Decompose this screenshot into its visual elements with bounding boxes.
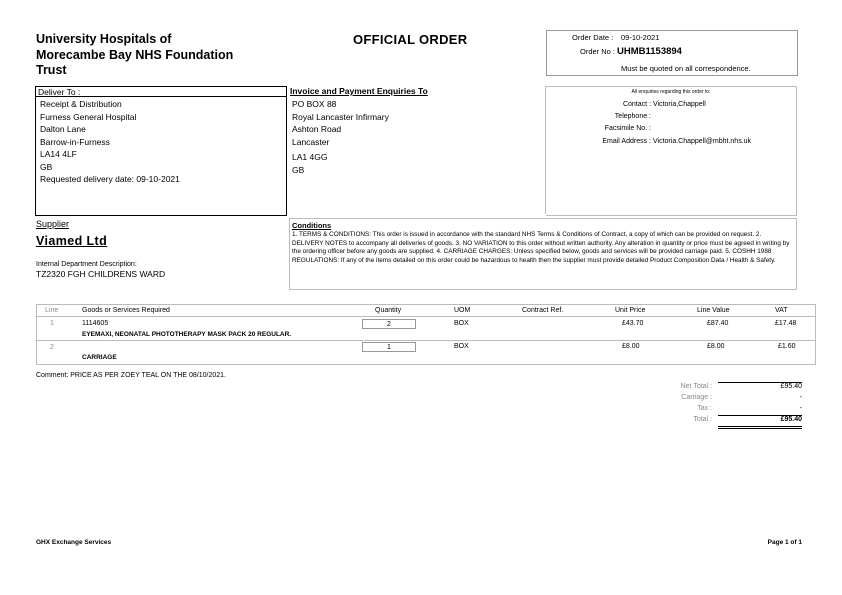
organisation-name: [36, 32, 296, 79]
col-uom: UOM: [454, 307, 471, 314]
col-contract-ref: Contract Ref.: [522, 307, 564, 314]
order-no-value: UHMB1153894: [617, 46, 682, 57]
postcode: LA1 4GG: [292, 152, 328, 162]
supplier-heading: Supplier: [36, 219, 70, 229]
col-goods: Goods or Services Required: [82, 307, 170, 314]
total-label: Total :: [693, 416, 712, 423]
postcode: LA14 4LF: [40, 149, 77, 159]
country: GB: [40, 161, 53, 172]
deliver-to-box: [35, 86, 287, 216]
conditions-heading: Conditions: [292, 221, 332, 230]
row-quantity: 2: [362, 319, 416, 329]
row-vat: £1.60: [778, 343, 796, 350]
org-line: Trust: [36, 63, 67, 77]
tax-label: Tax :: [697, 405, 712, 412]
row-line-value: £8.00: [707, 343, 725, 350]
address-line: Receipt & Distribution: [40, 99, 122, 109]
order-date-value: 09-10-2021: [621, 33, 660, 42]
contact-label: Contact :: [622, 101, 651, 108]
col-line-value: Line Value: [697, 307, 730, 314]
address-line: PO BOX 88: [292, 99, 337, 109]
carriage-value: -: [799, 394, 802, 401]
contact-heading: All enquiries regarding this order to:: [631, 89, 711, 95]
invoice-box: [289, 86, 546, 214]
document-title: OFFICIAL ORDER: [353, 32, 468, 47]
row-uom: BOX: [454, 320, 469, 327]
col-quantity: Quantity: [375, 307, 402, 314]
divider: [718, 428, 802, 429]
order-info-box: [546, 30, 798, 76]
row-line-no: 1: [50, 320, 54, 327]
requested-delivery-date: Requested delivery date: 09-10-2021: [40, 174, 180, 184]
row-unit-price: £43.70: [622, 320, 644, 327]
divider: [718, 382, 802, 383]
supplier-name: Viamed Ltd: [36, 234, 108, 248]
footer-provider: GHX Exchange Services: [36, 539, 112, 546]
email-value: Victoria.Chappell@mbht.nhs.uk: [653, 138, 752, 145]
conditions-text: 1. TERMS & CONDITIONS: This order is issued in accordance with the standard NHS Terms & Conditions of Contract, a copy of which can be provided on request. 2. DELIVERY NOTES to accompany all deliveries of goods. 3. NO VARIATION to this order without written authority. Any alteration in quantity or price must be agreed in writing by the ordering officer before any goods are supplied. 4. CARRIAGE CHARGES: Unless specified below, goods and services will be provided carriage paid. 5. COSHH 1988 REGULATIONS: If any of the items detailed on this order could be hazardous to health then the supplier must provide detailed Product Composition Data / Health & Safety.: [292, 231, 790, 264]
items-table-header: [36, 304, 816, 317]
table-row: [36, 341, 816, 365]
fax-label: Facsimile No. :: [604, 125, 651, 132]
address-line: Royal Lancaster Infirmary: [292, 111, 389, 122]
net-total-value: £95.40: [780, 383, 802, 390]
col-line: Line: [45, 307, 59, 314]
address-line: Ashton Road: [292, 124, 342, 134]
row-code: 1114605: [82, 320, 109, 327]
email-label: Email Address :: [602, 138, 651, 145]
carriage-label: Carriage :: [681, 394, 712, 401]
contact-value: Victoria,Chappell: [653, 101, 706, 108]
department-value: TZ2320 FGH CHILDRENS WARD: [36, 269, 166, 279]
row-description: EYEMAXI, NEONATAL PHOTOTHERAPY MASK PACK 20 REGULAR.: [82, 331, 292, 338]
row-line-no: 2: [50, 344, 54, 351]
contact-box: [546, 86, 797, 216]
net-total-label: Net Total :: [680, 383, 712, 390]
tax-value: -: [799, 405, 802, 412]
org-line: University Hospitals of: [36, 32, 172, 46]
total-value: £95.40: [780, 416, 802, 423]
col-unit-price: Unit Price: [615, 307, 646, 314]
conditions-box: [289, 218, 797, 290]
invoice-heading: Invoice and Payment Enquiries To: [290, 86, 428, 96]
address-line: Furness General Hospital: [40, 111, 137, 122]
divider: [718, 426, 802, 427]
telephone-label: Telephone :: [614, 113, 651, 120]
invoice-address: [292, 98, 389, 176]
order-no-label: Order No :: [580, 47, 616, 56]
department-label: Internal Department Description:: [36, 261, 137, 268]
row-vat: £17.48: [775, 320, 797, 327]
row-line-value: £87.40: [707, 320, 729, 327]
address-line: Dalton Lane: [40, 124, 86, 134]
row-unit-price: £8.00: [622, 343, 640, 350]
order-date-label: Order Date :: [572, 33, 614, 42]
address-line: Barrow-in-Furness: [40, 136, 110, 147]
deliver-address: [40, 98, 180, 186]
table-row: [36, 317, 816, 341]
country: GB: [292, 164, 305, 175]
org-line: Morecambe Bay NHS Foundation: [36, 47, 234, 62]
address-line: Lancaster: [292, 136, 330, 147]
page-number: Page 1 of 1: [767, 539, 802, 546]
row-uom: BOX: [454, 343, 469, 350]
deliver-to-heading: Deliver To :: [36, 87, 286, 97]
order-comment: Comment: PRICE AS PER ZOEY TEAL ON THE 08/10/2021.: [36, 372, 226, 379]
order-note: Must be quoted on all correspondence.: [621, 64, 751, 73]
row-description: CARRIAGE: [82, 354, 117, 361]
col-vat: VAT: [775, 307, 788, 314]
row-quantity: 1: [362, 342, 416, 352]
